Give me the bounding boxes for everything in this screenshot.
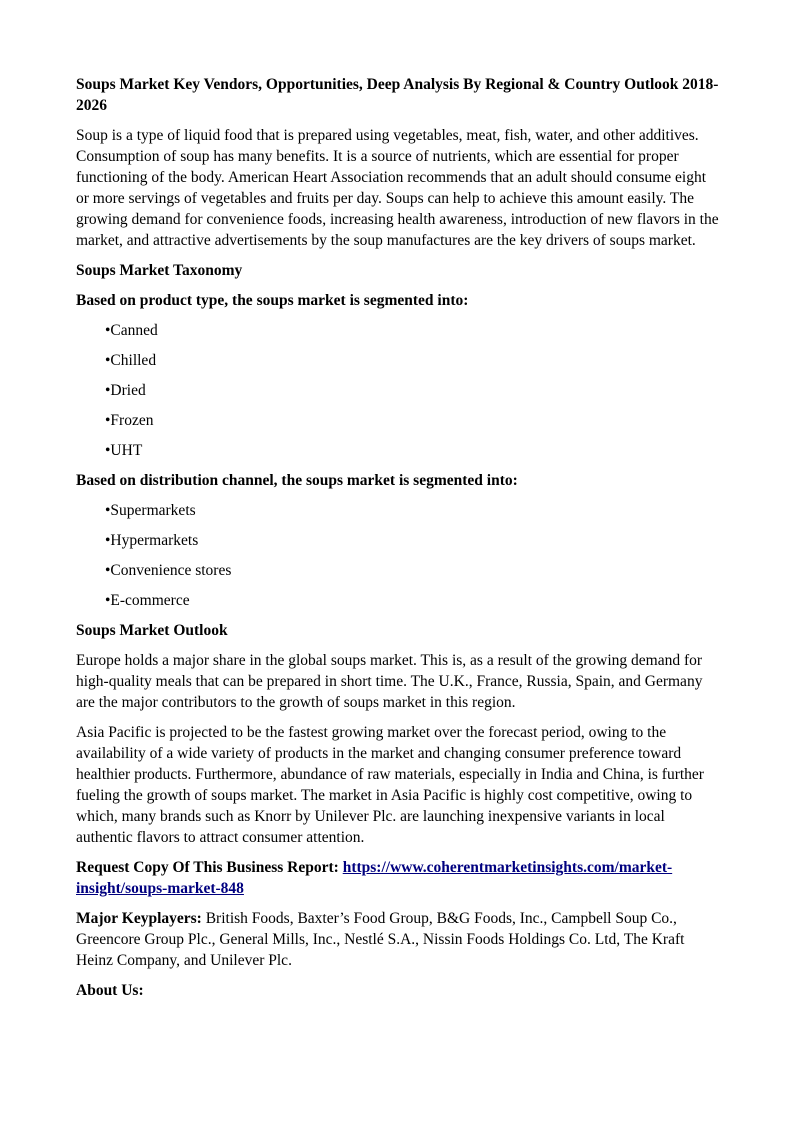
list-item: •Canned (105, 322, 158, 339)
list-item: •UHT (105, 442, 143, 459)
list-item: •E-commerce (105, 592, 190, 609)
about-heading: About Us: (76, 982, 144, 999)
list-item: •Convenience stores (105, 562, 232, 579)
taxonomy-heading: Soups Market Taxonomy (76, 262, 243, 279)
keyplayers-paragraph (76, 908, 720, 971)
outlook-heading: Soups Market Outlook (76, 622, 228, 639)
keyplayers-text: British Foods, Baxter’s Food Group, B&G Foods, Inc., Campbell Soup Co., Greencore Group Plc., General Mills, Inc., Nestlé S.A., Nissin Foods Holdings Co. Ltd, The Kraft Heinz Company, and Unilever Plc. (76, 910, 685, 969)
product-type-list (76, 320, 720, 461)
distribution-channel-list (76, 500, 720, 611)
request-copy-paragraph (76, 857, 720, 899)
list-item: •Supermarkets (105, 502, 196, 519)
product-type-heading: Based on product type, the soups market is segmented into: (76, 292, 469, 309)
document-title: Soups Market Key Vendors, Opportunities, Deep Analysis By Regional & Country Outlook 2018-2026 (76, 76, 719, 114)
list-item: •Dried (105, 382, 146, 399)
document-page (76, 74, 720, 1010)
distribution-heading: Based on distribution channel, the soups market is segmented into: (76, 472, 518, 489)
request-copy-label: Request Copy Of This Business Report: (76, 859, 343, 876)
list-item: •Hypermarkets (105, 532, 199, 549)
outlook-europe-paragraph: Europe holds a major share in the global soups market. This is, as a result of the growing demand for high-quality meals that can be prepared in short time. The U.K., France, Russia, Spain, and Germany are the major contributors to the growth of soups market in this region. (76, 652, 703, 711)
report-link[interactable]: https://www.coherentmarketinsights.com/market-insight/soups-market-848 (76, 859, 673, 897)
list-item: •Chilled (105, 352, 157, 369)
keyplayers-label: Major Keyplayers: (76, 910, 202, 927)
intro-paragraph: Soup is a type of liquid food that is prepared using vegetables, meat, fish, water, and other additives. Consumption of soup has many benefits. It is a source of nutrients, which are essential for proper functioning of the body. American Heart Association recommends that an adult should consume eight or more servings of vegetables and fruits per day. Soups can help to achieve this amount easily. The growing demand for convenience foods, increasing health awareness, introduction of new flavors in the market, and attractive advertisements by the soup manufactures are the key drivers of soups market. (76, 127, 719, 249)
outlook-asia-paragraph: Asia Pacific is projected to be the fastest growing market over the forecast period, owing to the availability of a wide variety of products in the market and changing consumer preference toward healthier products. Furthermore, abundance of raw materials, especially in India and China, is further fueling the growth of soups market. The market in Asia Pacific is highly cost competitive, owing to which, many brands such as Knorr by Unilever Plc. are launching inexpensive variants in local authentic flavors to attract consumer attention. (76, 724, 704, 846)
list-item: •Frozen (105, 412, 154, 429)
